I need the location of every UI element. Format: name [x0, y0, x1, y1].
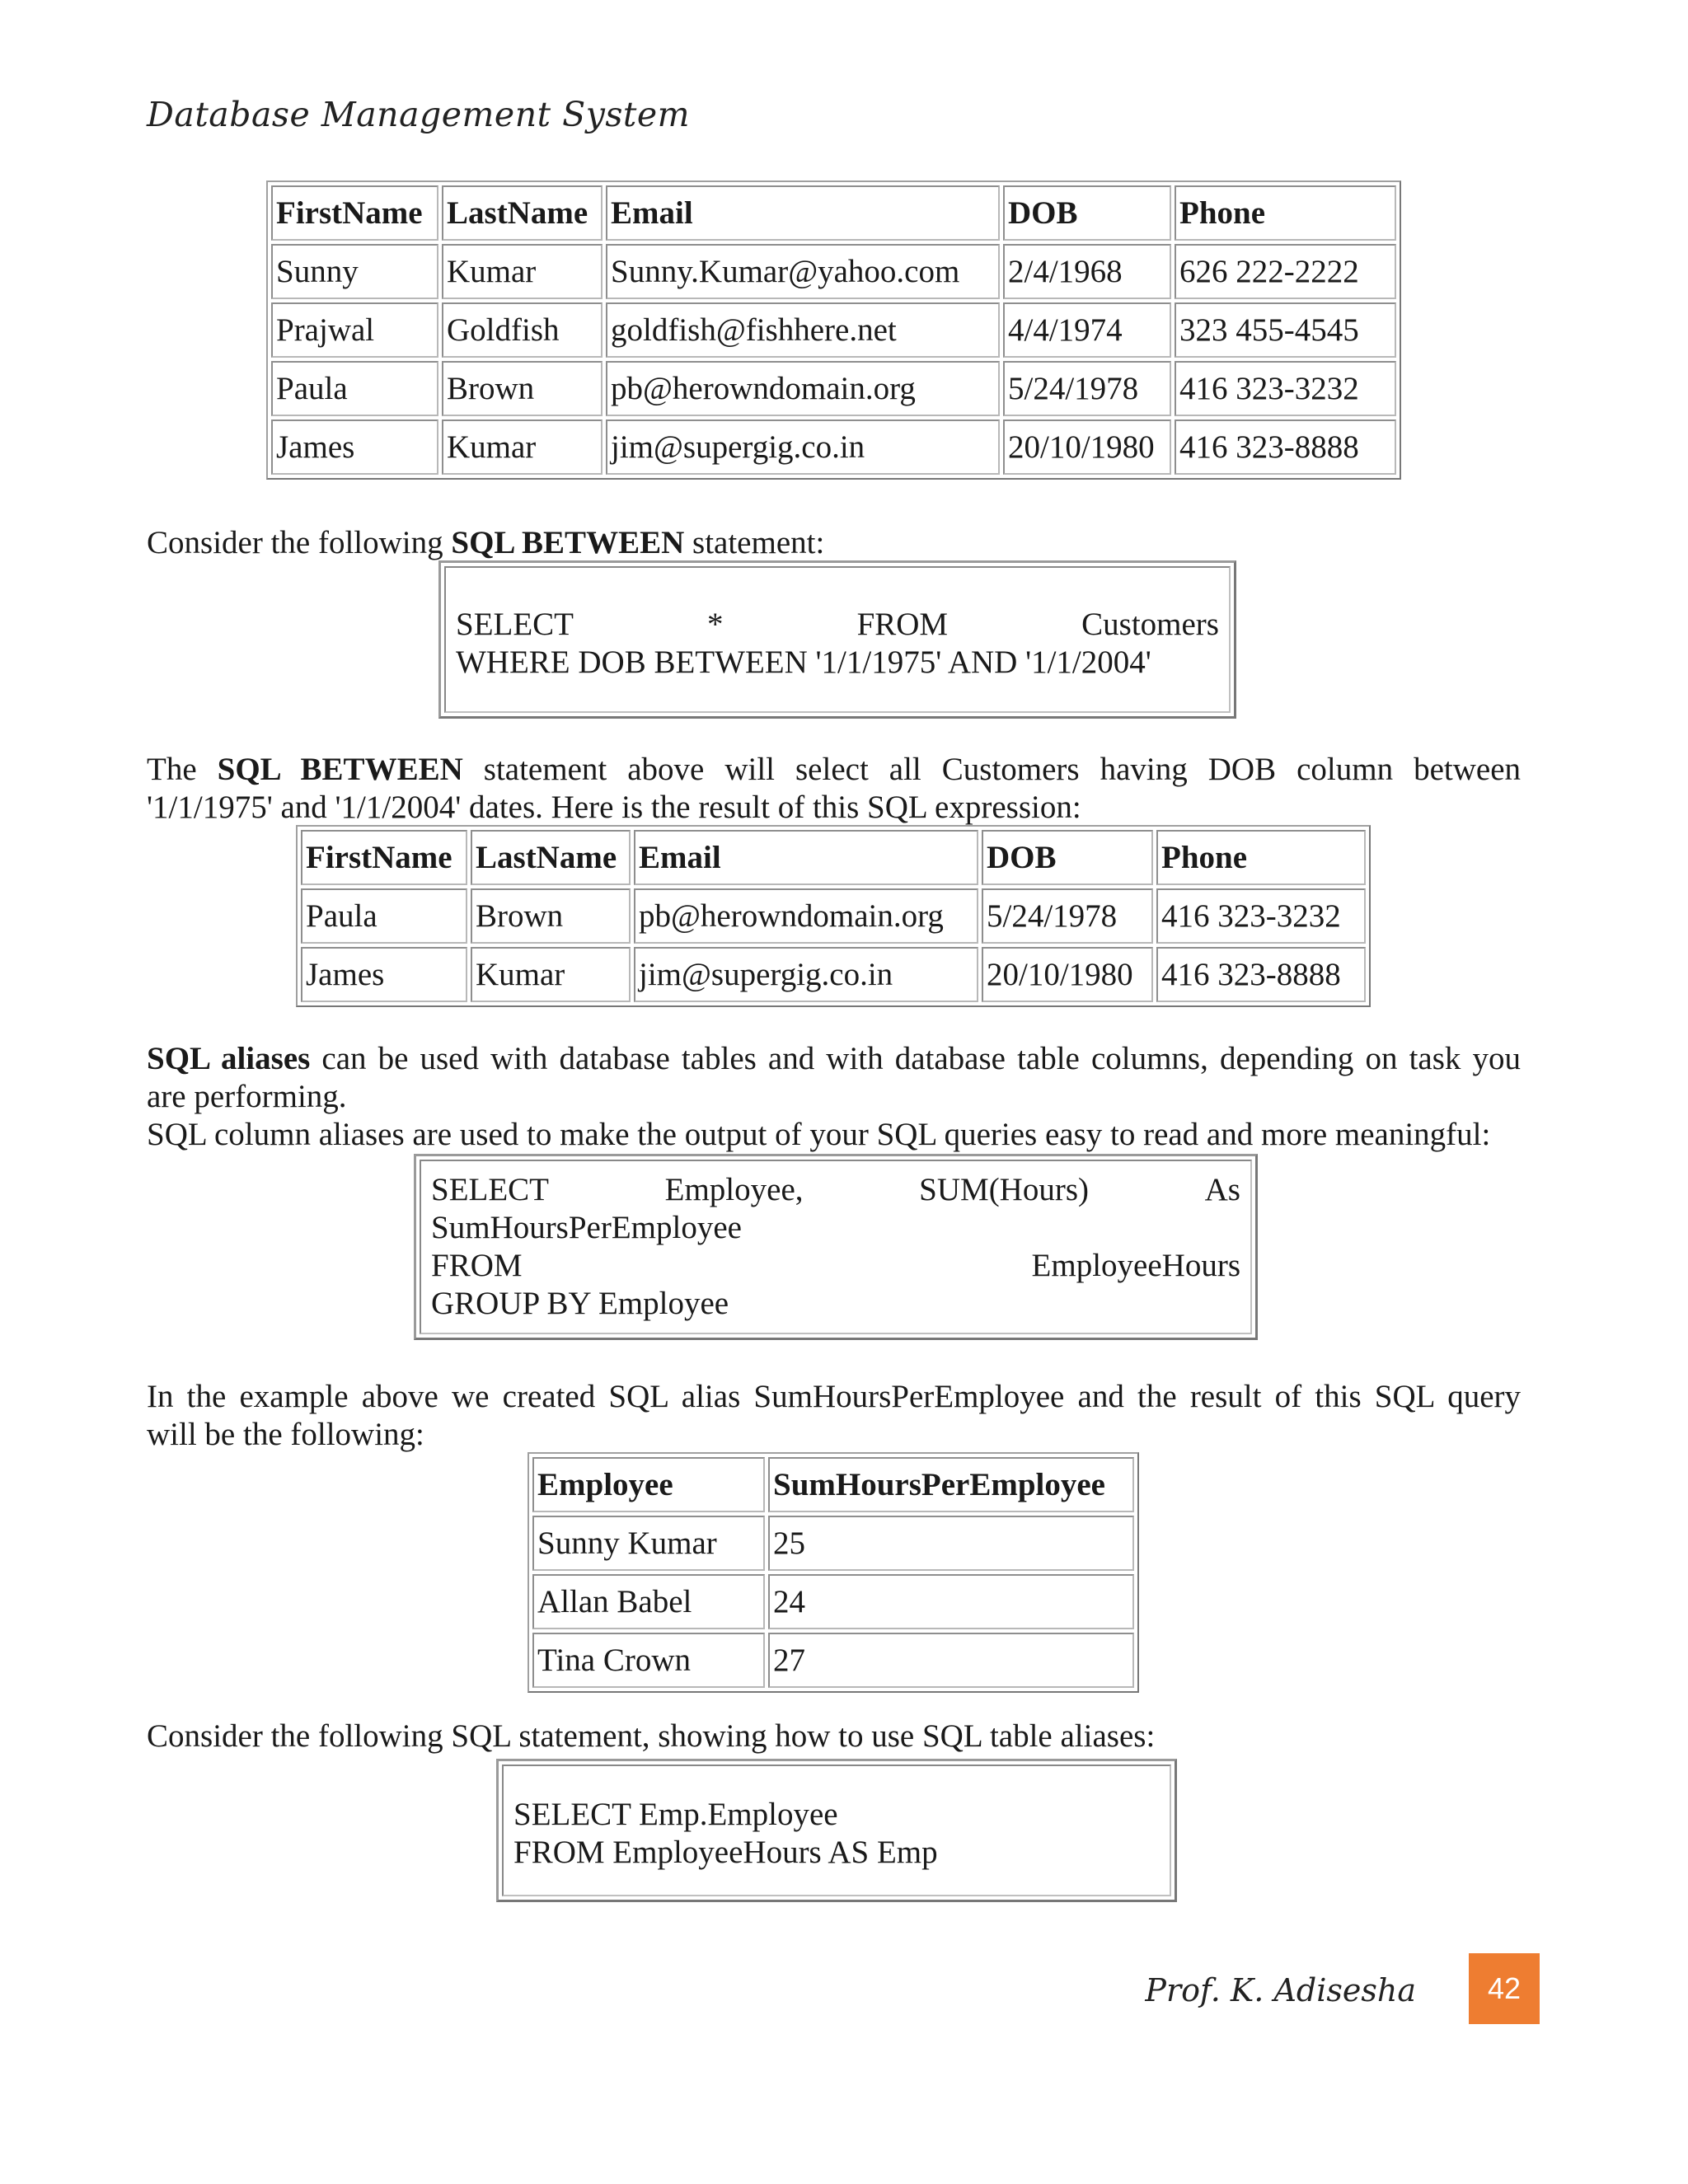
code-line: WHERE DOB BETWEEN '1/1/1975' AND '1/1/2004': [456, 644, 1151, 680]
table-cell: 416 323-3232: [1156, 888, 1366, 944]
table-cell: jim@supergig.co.in: [606, 419, 1000, 475]
table-row: [271, 361, 1396, 416]
table-row: [532, 1516, 1134, 1571]
column-alias-code-box: [414, 1154, 1258, 1340]
column-header: Employee: [532, 1457, 765, 1512]
table-cell: 4/4/1974: [1003, 302, 1171, 358]
table-cell: 24: [768, 1574, 1134, 1629]
table-header-row: [271, 185, 1396, 241]
table-cell: 416 323-8888: [1175, 419, 1396, 475]
table-cell: Sunny Kumar: [532, 1516, 765, 1571]
sql-aliases-text: SQL aliases can be used with database tables and with database table columns, depending on task you are performing. SQL column aliases are used to make the output of your SQL queries easy to read and more meaningful:: [147, 1041, 1521, 1152]
column-header: DOB: [982, 830, 1153, 885]
column-header: LastName: [442, 185, 603, 241]
table-cell: James: [301, 947, 467, 1002]
column-header: LastName: [471, 830, 631, 885]
page-number-badge: 42: [1469, 1953, 1540, 2024]
customers-table: [266, 180, 1401, 480]
table-cell: 626 222-2222: [1175, 244, 1396, 299]
column-header: Email: [606, 185, 1000, 241]
table-cell: Tina Crown: [532, 1633, 765, 1688]
footer-author: Prof. K. Adisesha: [1145, 1972, 1416, 2008]
table-header-row: [532, 1457, 1134, 1512]
code-line: FROM EmployeeHours: [431, 1248, 1240, 1283]
table-alias-intro-text: Consider the following SQL statement, showing how to use SQL table aliases:: [147, 1718, 1156, 1754]
table-cell: 20/10/1980: [982, 947, 1153, 1002]
table-cell: Allan Babel: [532, 1574, 765, 1629]
table-row: [271, 244, 1396, 299]
table-row: [271, 302, 1396, 358]
table-cell: Paula: [271, 361, 438, 416]
employee-hours-table: [528, 1452, 1139, 1693]
table-row: [532, 1574, 1134, 1629]
table-cell: 20/10/1980: [1003, 419, 1171, 475]
between-intro-text: Consider the following SQL BETWEEN statement:: [147, 525, 825, 560]
table-cell: 416 323-3232: [1175, 361, 1396, 416]
sql-between-code-box: [438, 560, 1236, 719]
table-cell: 25: [768, 1516, 1134, 1571]
table-cell: Prajwal: [271, 302, 438, 358]
table-row: [301, 947, 1366, 1002]
code-line: FROM EmployeeHours AS Emp: [513, 1835, 938, 1870]
column-header: FirstName: [271, 185, 438, 241]
table-cell: 5/24/1978: [982, 888, 1153, 944]
column-header: Email: [634, 830, 978, 885]
table-cell: 2/4/1968: [1003, 244, 1171, 299]
table-cell: 5/24/1978: [1003, 361, 1171, 416]
table-header-row: [301, 830, 1366, 885]
alias-result-intro-text: In the example above we created SQL alias SumHoursPerEmployee and the result of this SQL query will be the following:: [147, 1379, 1521, 1452]
table-cell: pb@herowndomain.org: [634, 888, 978, 944]
column-header: Phone: [1175, 185, 1396, 241]
table-cell: Kumar: [471, 947, 631, 1002]
table-cell: Brown: [471, 888, 631, 944]
table-alias-code-box: [496, 1759, 1177, 1902]
table-row: [301, 888, 1366, 944]
table-row: [532, 1633, 1134, 1688]
table-cell: Sunny.Kumar@yahoo.com: [606, 244, 1000, 299]
table-row: [271, 419, 1396, 475]
table-cell: Kumar: [442, 244, 603, 299]
table-cell: goldfish@fishhere.net: [606, 302, 1000, 358]
running-header: Database Management System: [147, 95, 691, 134]
table-cell: Paula: [301, 888, 467, 944]
column-header: SumHoursPerEmployee: [768, 1457, 1134, 1512]
column-header: Phone: [1156, 830, 1366, 885]
code-line: GROUP BY Employee: [431, 1286, 729, 1321]
code-line: SumHoursPerEmployee: [431, 1210, 742, 1245]
table-cell: pb@herowndomain.org: [606, 361, 1000, 416]
table-cell: James: [271, 419, 438, 475]
table-cell: Brown: [442, 361, 603, 416]
code-line: SELECT Employee, SUM(Hours) As: [431, 1172, 1240, 1207]
table-cell: jim@supergig.co.in: [634, 947, 978, 1002]
code-line: SELECT * FROM Customers: [456, 607, 1219, 642]
column-header: DOB: [1003, 185, 1171, 241]
code-line: SELECT Emp.Employee: [513, 1797, 838, 1832]
between-explanation-text: The SQL BETWEEN statement above will select all Customers having DOB column between '1/1/1975' and '1/1/2004' dates. Here is the result of this SQL expression:: [147, 752, 1521, 825]
table-cell: Goldfish: [442, 302, 603, 358]
table-cell: Kumar: [442, 419, 603, 475]
table-cell: 323 455-4545: [1175, 302, 1396, 358]
table-cell: 416 323-8888: [1156, 947, 1366, 1002]
column-header: FirstName: [301, 830, 467, 885]
table-cell: 27: [768, 1633, 1134, 1688]
table-cell: Sunny: [271, 244, 438, 299]
between-result-table: [296, 825, 1371, 1007]
